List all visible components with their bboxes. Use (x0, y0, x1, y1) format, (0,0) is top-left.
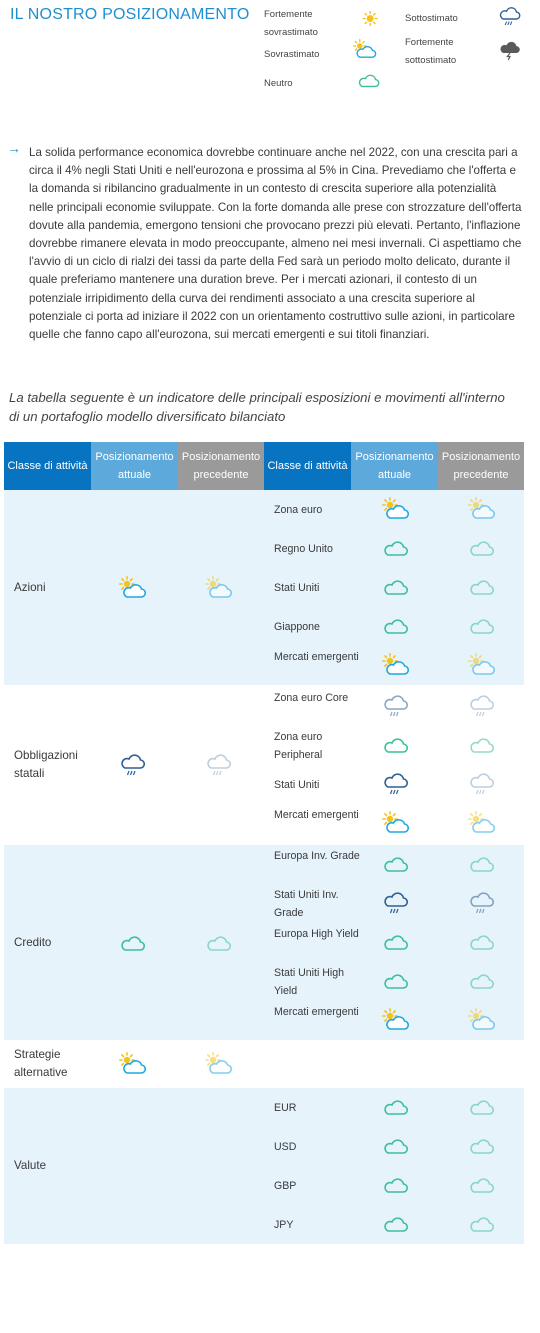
header-current: Posizionamento attuale (91, 442, 178, 490)
sun-icon (358, 9, 384, 31)
cloud-icon (467, 575, 497, 599)
sub-row-label: Zona euro Core (274, 691, 349, 704)
cloud-icon (467, 1173, 497, 1197)
sub-row-label: JPY (274, 1218, 294, 1231)
sub-row-label: Mercati emergenti (274, 1005, 359, 1018)
cloud-icon (467, 1134, 497, 1158)
header-asset-class-sub: Classe di attività (264, 442, 351, 490)
rain-cloud-icon (381, 772, 411, 796)
sub-row-label: USD (274, 1140, 297, 1153)
sub-row-label: Mercati emergenti (274, 650, 359, 663)
cloud-icon (381, 536, 411, 560)
group-label: Azioni (14, 580, 46, 594)
cloud-icon (467, 852, 497, 876)
group-label: Obbligazioni statali (14, 749, 78, 780)
cloud-icon (467, 536, 497, 560)
cloud-icon (381, 1095, 411, 1119)
sub-row-label: Regno Unito (274, 542, 333, 555)
header-previous-sub: Posizionamento precedente (438, 442, 524, 490)
sun-cloud-icon (467, 653, 497, 677)
table-group (4, 845, 524, 1040)
sub-row-label: Europa Inv. Grade (274, 849, 360, 862)
rain-cloud-icon (118, 753, 148, 777)
legend-label-strongly-undervalued: Fortemente sottostimato (405, 37, 457, 66)
sun-cloud-icon (467, 497, 497, 521)
cloud-icon (467, 1212, 497, 1236)
cloud-icon (356, 70, 382, 92)
sub-row-label: Europa High Yield (274, 927, 359, 940)
rain-cloud-light-icon (467, 694, 497, 718)
table-caption: La tabella seguente è un indicatore delle principali esposizioni e movimenti all'interno di un portafoglio modello diversificato bilanciato (9, 390, 505, 424)
sun-cloud-icon (118, 576, 148, 600)
sun-cloud-icon (381, 497, 411, 521)
sun-cloud-icon (381, 653, 411, 677)
cloud-icon (381, 930, 411, 954)
sun-cloud-icon (352, 39, 378, 61)
storm-cloud-icon (497, 40, 523, 62)
table-group (4, 687, 524, 843)
sub-row-label: Stati Uniti High Yield (274, 966, 345, 997)
sub-row-label: Zona euro Peripheral (274, 730, 323, 761)
cloud-icon (467, 733, 497, 757)
sun-cloud-icon (381, 1008, 411, 1032)
cloud-icon (381, 733, 411, 757)
sun-cloud-icon (118, 1052, 148, 1076)
rain-cloud-icon (381, 891, 411, 915)
table-group (4, 1088, 524, 1244)
cloud-icon (381, 1134, 411, 1158)
table-group (4, 1042, 524, 1086)
page-title: IL NOSTRO POSIZIONAMENTO (10, 6, 250, 23)
header-previous: Posizionamento precedente (178, 442, 264, 490)
legend-label-overvalued: Sovrastimato (264, 49, 320, 60)
legend-label-neutral: Neutro (264, 78, 293, 89)
sub-row-label: Mercati emergenti (274, 808, 359, 821)
arrow-right-icon: → (7, 140, 21, 156)
cloud-icon (118, 931, 148, 955)
rain-cloud-light-icon (381, 694, 411, 718)
rain-cloud-icon (497, 6, 523, 28)
group-label: Strategie alternative (14, 1048, 68, 1079)
cloud-icon (381, 1173, 411, 1197)
rain-cloud-icon (467, 891, 497, 915)
cloud-icon (381, 614, 411, 638)
table-header (4, 442, 524, 490)
sub-row-label: EUR (274, 1101, 297, 1114)
sun-cloud-icon (381, 811, 411, 835)
rain-cloud-light-icon (204, 753, 234, 777)
sub-row-label: GBP (274, 1179, 297, 1192)
cloud-icon (467, 614, 497, 638)
sun-cloud-icon (467, 811, 497, 835)
table-group (4, 490, 524, 685)
cloud-icon (381, 575, 411, 599)
cloud-icon (204, 931, 234, 955)
legend-label-strongly-overvalued: Fortemente sovrastimato (264, 9, 318, 38)
sun-cloud-icon (204, 576, 234, 600)
cloud-icon (381, 969, 411, 993)
sub-row-label: Stati Uniti (274, 581, 320, 594)
cloud-icon (467, 969, 497, 993)
sub-row-label: Giappone (274, 620, 320, 633)
sub-row-label: Stati Uniti Inv. Grade (274, 888, 339, 919)
cloud-icon (467, 930, 497, 954)
sun-cloud-icon (204, 1052, 234, 1076)
group-label: Valute (14, 1159, 47, 1172)
legend-label-undervalued: Sottostimato (405, 13, 458, 24)
sub-row-label: Zona euro (274, 503, 323, 516)
header-current-sub: Posizionamento attuale (351, 442, 438, 490)
sun-cloud-icon (467, 1008, 497, 1032)
group-label: Credito (14, 935, 52, 949)
cloud-icon (381, 852, 411, 876)
header-asset-class: Classe di attività (4, 442, 91, 490)
cloud-icon (381, 1212, 411, 1236)
sub-row-label: Stati Uniti (274, 778, 320, 791)
cloud-icon (467, 1095, 497, 1119)
rain-cloud-light-icon (467, 772, 497, 796)
intro-paragraph: La solida performance economica dovrebbe continuare anche nel 2022, con una crescita pari a circa il 4% negli Stati Uniti e nell'eurozona e prossima al 5% in Cina. Prevediamo che l'offerta e la domanda si ribilancino gradualmente in un contesto di crescita superiore alla potenzialità nelle principali economie sviluppate. Con la forte domanda alle prese con strozzature dell'offerta dovute alla pandemia, emergono tensioni che provocano prezzi più elevati. Pertanto, l'inflazione dovrebbe rimanere elevata in modo preoccupante, almeno nei mesi invernali. Ci aspettiamo che l'avvio di un ciclo di rialzi dei tassi da parte della Fed sarà un periodo molto delicato, durante il quale preferiamo mantenere una duration breve. Per i mercati azionari, il contesto di un potenziale irripidimento della curva dei rendimenti associato a una crescita superiore al potenziale ci porta ad iniziare il 2022 con un orientamento costruttivo sulle azioni, in particolare quelle che fanno capo all'eurozona, sui mercati emergenti e sui titoli finanziari. (29, 146, 522, 342)
